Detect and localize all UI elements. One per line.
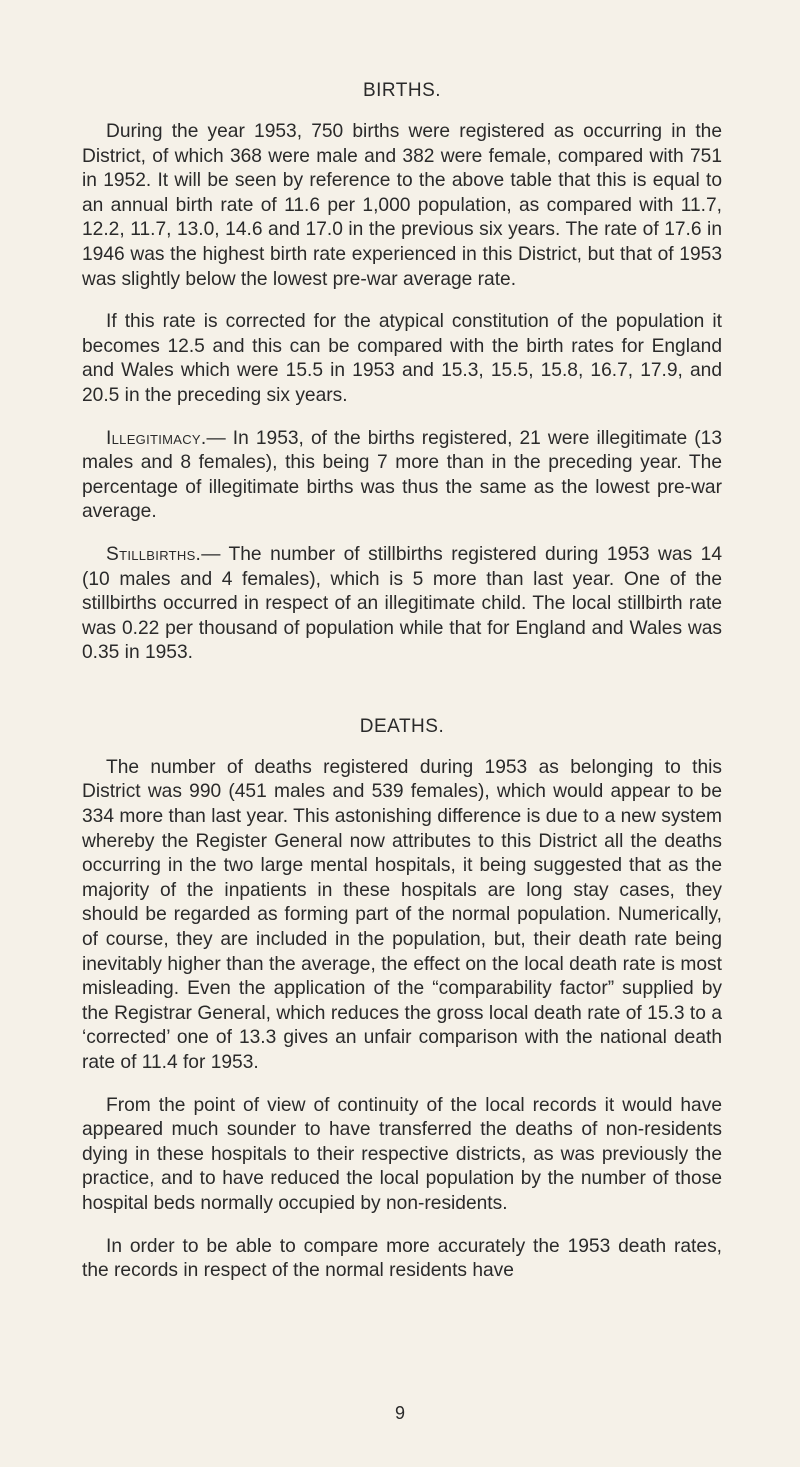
deaths-section: [82, 756, 722, 1284]
deaths-paragraph-3: In order to be able to compare more accurately the 1953 death rates, the records in respect of the normal residents have: [82, 1235, 722, 1282]
deaths-paragraph-1: The number of deaths registered during 1953 as belonging to this District was 990 (451 males and 539 females), which would appear to be 334 more than last year. This astonishing difference is due to a new system whereby the Register General now attributes to this District all the deaths occurring in the two large mental hospitals, it being suggested that as the majority of the inpatients in these hospitals are long stay cases, they should be regarded as forming part of the normal population. Numerically, of course, they are included in the population, but, their death rate being inevitably higher than the average, the effect on the local death rate is most misleading. Even the application of the “comparability factor” supplied by the Registrar General, which reduces the gross local death rate of 15.3 to a ‘corrected’ one of 13.3 gives an unfair comparison with the national death rate of 11.4 for 1953.: [82, 756, 722, 1073]
illegitimacy-text: — In 1953, of the births registered, 21 were illegitimate (13 males and 8 females), this being 7 more than in the preceding year. The percentage of illegitimate births was thus the same as the lowest pre-war average.: [82, 427, 722, 523]
births-paragraph-2: If this rate is corrected for the atypical constitution of the population it becomes 12.5 and this can be compared with the birth rates for England and Wales which were 15.5 in 1953 and 15.3, 15.5, 15.8, 16.7, 17.9, and 20.5 in the preceding six years.: [82, 311, 722, 406]
stillbirths-paragraph: [82, 543, 722, 666]
births-section: [82, 120, 722, 666]
births-heading: BIRTHS.: [362, 80, 442, 101]
stillbirths-label: Stillbirths.: [106, 543, 202, 565]
document-page: [82, 0, 722, 1284]
illegitimacy-label: Illegitimacy.: [106, 427, 207, 449]
illegitimacy-paragraph: [82, 427, 722, 525]
births-paragraph-1: During the year 1953, 750 births were registered as occurring in the District, of which 368 were male and 382 were female, compared with 751 in 1952. It will be seen by reference to the above table that this is equal to an annual birth rate of 11.6 per 1,000 population, as compared with 11.7, 12.2, 11.7, 13.0, 14.6 and 17.0 in the previous six years. The rate of 17.6 in 1946 was the highest birth rate experienced in this District, but that of 1953 was slightly below the lowest pre-war average rate.: [82, 121, 722, 290]
deaths-heading: DEATHS.: [359, 715, 445, 737]
stillbirths-text: — The number of stillbirths registered during 1953 was 14 (10 males and 4 females), which is 5 more than last year. One of the stillbirths occurred in respect of an illegitimate child. The local stillbirth rate was 0.22 per thousand of population while that for England and Wales was 0.35 in 1953.: [82, 543, 722, 664]
deaths-paragraph-2: From the point of view of continuity of the local records it would have appeared much sounder to have transferred the deaths of non-residents dying in these hospitals to their respective districts, as was previously the practice, and to have reduced the local population by the number of those hospital beds normally occupied by non-residents.: [82, 1094, 722, 1214]
page-number: 9: [394, 1403, 405, 1423]
